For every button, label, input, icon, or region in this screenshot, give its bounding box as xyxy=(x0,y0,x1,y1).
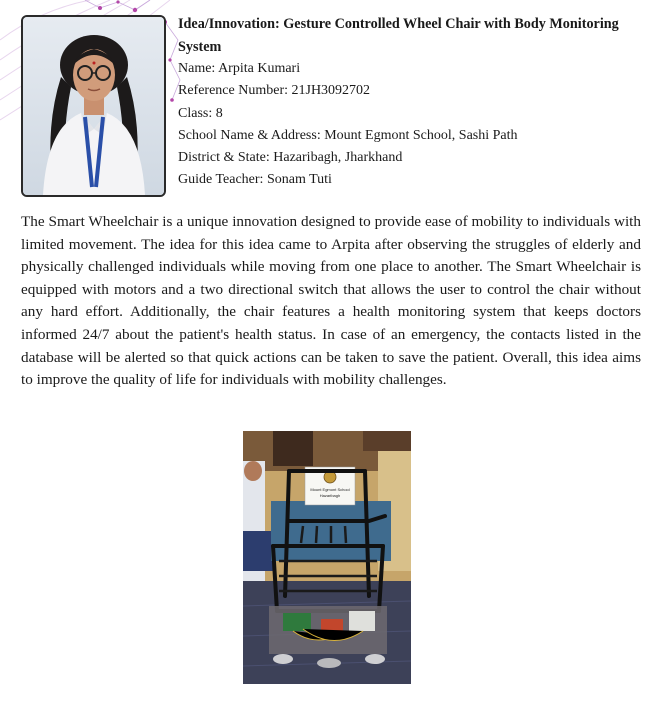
profile-info xyxy=(178,13,648,192)
class-label: Class: xyxy=(178,105,213,121)
district-row xyxy=(178,147,648,169)
sign-location: Hazaribagh xyxy=(319,493,341,498)
guide-row xyxy=(178,169,648,191)
school-value: Mount Egmont School, Sashi Path xyxy=(324,127,518,143)
district-label: District & State: xyxy=(178,150,270,166)
district-value: Hazaribagh, Jharkhand xyxy=(273,150,403,166)
reference-value: 21JH3092702 xyxy=(291,83,371,99)
reference-row xyxy=(178,80,648,102)
name-label: Name: xyxy=(178,61,216,76)
sign-school-name: Mount Egmont School xyxy=(310,487,350,492)
wheelchair-project-photo xyxy=(243,431,411,684)
student-photo xyxy=(21,15,166,197)
project-description: The Smart Wheelchair is a unique innovation designed to provide ease of mobility to individuals with limited movement. The idea for this idea came to Arpita after observing the struggles of elderly and physically challenged individuals while moving from one place to another. The Smart Wheelchair is equipped with motors and a two directional switch that allows the user to control the chair without any hard effort. Additionally, the chair features a health monitoring system that keeps doctors informed 24/7 about the patient's health status. In case of an emergency, the contacts listed in the database will be alerted so that quick actions can be taken to save the patient. Overall, this idea aims to improve the quality of life for individuals with mobility challenges. xyxy=(21,213,641,389)
school-row xyxy=(178,125,648,147)
guide-value: Sonam Tuti xyxy=(266,172,332,188)
project-title: Idea/Innovation: Gesture Controlled Wheel Chair with Body Monitoring System xyxy=(178,16,619,55)
school-label: School Name & Address: xyxy=(178,127,321,143)
name-row xyxy=(178,58,648,80)
guide-label: Guide Teacher: xyxy=(178,172,264,188)
class-row xyxy=(178,103,648,125)
name-value: Arpita Kumari xyxy=(218,61,301,76)
class-value: 8 xyxy=(215,105,223,121)
reference-label: Reference Number: xyxy=(178,83,288,99)
